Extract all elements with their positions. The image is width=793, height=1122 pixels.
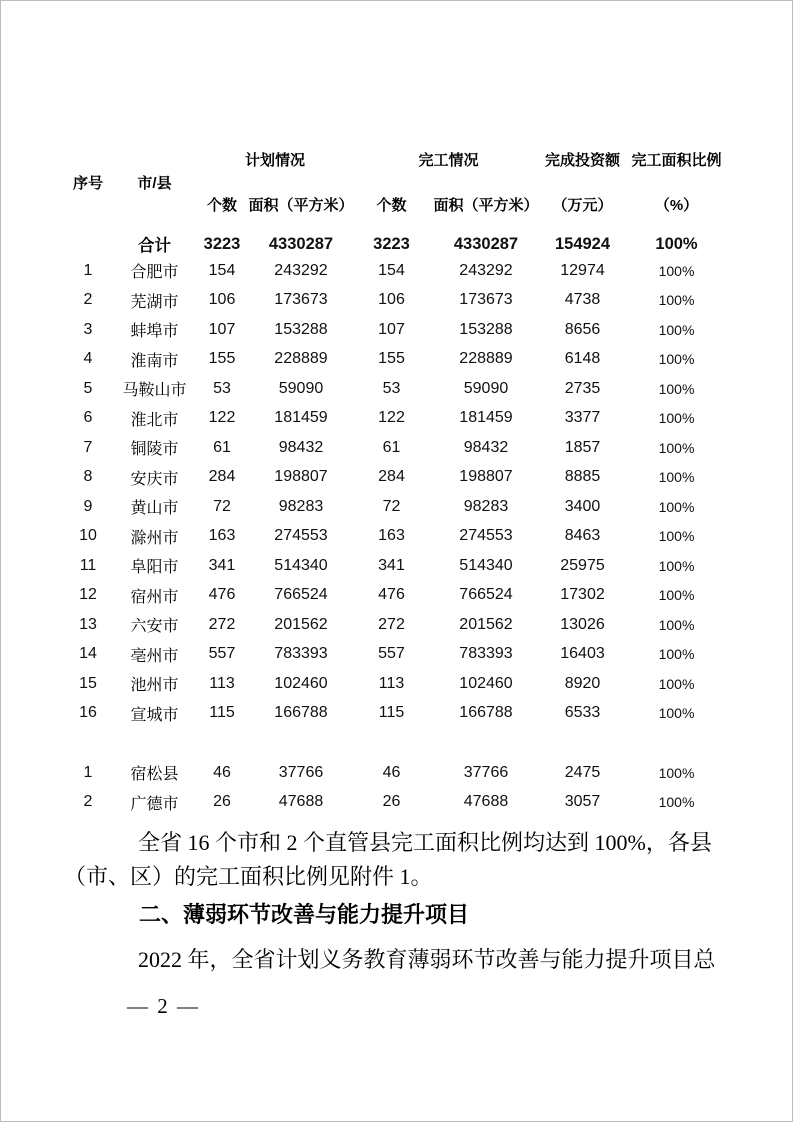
cell-done-count: 61 [382,438,401,456]
cell-plan-count: 113 [209,674,235,692]
cell-done-area: 153288 [459,320,513,338]
cell-done-count: 272 [378,615,405,633]
cell-plan-count: 284 [208,468,236,486]
cell-plan-count: 155 [208,350,236,368]
cell-ratio: 100% [658,469,695,486]
cell-investment: 3400 [564,497,601,515]
table-row [63,256,731,286]
cell-ratio: 100% [658,292,695,309]
header-seq: 序号 [72,175,103,192]
cell-done-count: 476 [378,586,405,604]
cell-plan-count: 557 [208,645,236,663]
cell-investment: 1857 [564,438,601,456]
cell-seq: 13 [79,615,97,633]
cell-done-count: 46 [382,763,401,781]
cell-city: 芜湖市 [130,293,179,311]
cell-investment: 6148 [564,350,601,368]
cell-ratio: 100% [658,262,695,279]
table-row [63,640,731,670]
cell-ratio: 100% [658,557,695,574]
cell-ratio: 100% [658,321,695,338]
cell-city: 滁州市 [130,529,179,547]
cell-plan-area: 228889 [274,350,328,368]
cell-plan-count: 53 [213,379,231,397]
cell-seq: 10 [79,527,97,545]
table-row [63,433,731,463]
header-investment-title: 完成投资额 [544,152,620,169]
table-row [63,463,731,493]
cell-done-area: 47688 [463,793,509,811]
table-row [63,492,731,522]
cell-seq: 16 [79,704,97,722]
cell-plan-count: 122 [208,409,236,427]
cell-ratio: 100% [658,616,695,633]
table-header-groups [63,149,731,170]
cell-city: 安庆市 [130,470,179,488]
cell-city: 宿州市 [130,588,179,606]
header-ratio-unit: （%） [654,197,699,214]
cell-investment: 8885 [564,468,601,486]
table-row [63,315,731,345]
cell-plan-area: 37766 [278,763,324,781]
header-done-count: 个数 [376,197,407,214]
cell-done-area: 201562 [459,615,513,633]
cell-investment: 2735 [564,379,601,397]
cell-ratio: 100% [655,234,698,253]
table-total-section [63,229,731,259]
cell-ratio: 100% [658,528,695,545]
cell-done-count: 3223 [373,234,410,253]
cell-investment: 13026 [560,615,605,633]
cell-done-count: 72 [382,497,401,515]
cell-done-count: 122 [378,409,405,427]
cell-investment: 154924 [554,234,611,253]
cell-done-area: 243292 [459,261,513,279]
cell-investment: 2475 [564,763,601,781]
cell-done-count: 26 [382,793,401,811]
paragraph-summary-line2: （市、区）的完工面积比例见附件 1。 [64,864,433,889]
table-row [63,581,731,611]
cell-plan-count: 106 [208,291,236,309]
cell-done-count: 557 [378,645,405,663]
cell-plan-area: 181459 [274,409,328,427]
table-row [63,404,731,434]
cell-plan-area: 514340 [274,556,328,574]
cell-city: 马鞍山市 [122,382,187,400]
table-header-rowspan [63,172,731,193]
cell-city: 宣城市 [130,706,179,724]
cell-plan-count: 3223 [203,234,241,253]
cell-ratio: 100% [658,675,695,692]
cell-plan-area: 59090 [278,379,324,397]
cell-ratio: 100% [658,439,695,456]
cell-done-area: 173673 [459,291,513,309]
cell-plan-count: 61 [213,438,231,456]
cell-plan-area: 153288 [274,320,328,338]
cell-done-area: 98283 [463,497,509,515]
cell-done-area: 228889 [459,350,513,368]
table-total-row [63,229,731,259]
cell-ratio: 100% [658,705,695,722]
cell-investment: 8463 [564,527,601,545]
cell-plan-count: 476 [208,586,236,604]
header-plan-area: 面积（平方米） [248,197,354,214]
cell-ratio: 100% [658,587,695,604]
paragraph-summary-line1: 全省 16 个市和 2 个直管县完工面积比例均达到 100%，各县 [138,830,712,855]
cell-done-count: 284 [378,468,405,486]
cell-seq: 14 [79,645,97,663]
cell-ratio: 100% [658,498,695,515]
cell-plan-area: 166788 [274,704,328,722]
table-row [63,788,731,818]
table-row [63,551,731,581]
cell-done-count: 106 [378,291,405,309]
cell-seq: 8 [83,468,93,486]
cell-done-count: 341 [378,556,405,574]
table-row [63,610,731,640]
cell-plan-area: 243292 [274,261,328,279]
cell-done-area: 514340 [459,556,513,574]
cell-plan-area: 102460 [274,674,328,692]
cell-seq: 7 [83,438,93,456]
cell-done-count: 113 [378,674,405,692]
cell-plan-area: 766524 [274,586,328,604]
cell-seq: 15 [79,674,97,692]
cell-city: 宿松县 [130,766,179,784]
page-number: — 2 — [127,994,200,1018]
cell-investment: 6533 [564,704,601,722]
cell-city: 广德市 [130,795,179,813]
cell-done-area: 166788 [459,704,513,722]
header-plan-group: 计划情况 [244,152,305,169]
section-heading: 二、薄弱环节改善与能力提升项目 [139,902,470,927]
cell-done-area: 783393 [459,645,513,663]
cell-plan-count: 154 [208,261,236,279]
table-county-rows [63,758,731,817]
table-row [63,699,731,729]
cell-plan-count: 115 [209,704,235,722]
cell-done-area: 766524 [459,586,513,604]
header-done-group: 完工情况 [418,152,479,169]
cell-plan-area: 4330287 [268,234,334,253]
table-row [63,758,731,788]
header-done-area: 面积（平方米） [433,197,539,214]
cell-plan-count: 272 [208,615,236,633]
cell-plan-area: 173673 [274,291,328,309]
cell-city: 淮南市 [130,352,179,370]
cell-investment: 3057 [564,793,601,811]
cell-plan-area: 198807 [274,468,328,486]
paragraph-section2-line1: 2022 年，全省计划义务教育薄弱环节改善与能力提升项目总 [138,947,716,972]
cell-done-area: 59090 [463,379,509,397]
cell-plan-area: 98283 [278,497,324,515]
cell-seq: 5 [83,379,93,397]
cell-plan-area: 98432 [278,438,324,456]
cell-plan-area: 47688 [278,793,324,811]
cell-seq: 9 [83,497,93,515]
cell-seq: 4 [83,350,93,368]
cell-city: 黄山市 [130,500,179,518]
cell-city: 池州市 [130,677,179,695]
table-city-rows [63,256,731,728]
cell-investment: 25975 [560,556,605,574]
cell-investment: 8920 [564,674,601,692]
cell-seq: 11 [79,556,97,574]
cell-investment: 4738 [564,291,601,309]
cell-seq: 2 [83,793,93,811]
cell-ratio: 100% [658,646,695,663]
cell-plan-area: 783393 [274,645,328,663]
header-ratio-title: 完工面积比例 [631,152,722,169]
table-row [63,345,731,375]
cell-city: 铜陵市 [130,441,179,459]
cell-seq: 12 [79,586,97,604]
cell-done-count: 53 [382,379,401,397]
header-city: 市/县 [137,175,172,192]
cell-done-area: 102460 [459,674,513,692]
table-row [63,522,731,552]
cell-plan-count: 163 [208,527,236,545]
cell-done-count: 154 [378,261,405,279]
cell-plan-count: 341 [208,556,236,574]
cell-investment: 3377 [564,409,601,427]
cell-done-area: 98432 [463,438,509,456]
cell-ratio: 100% [658,764,695,781]
cell-city: 亳州市 [130,647,179,665]
table-row [63,286,731,316]
cell-ratio: 100% [658,380,695,397]
cell-ratio: 100% [658,410,695,427]
cell-done-area: 198807 [459,468,513,486]
cell-done-area: 4330287 [453,234,519,253]
cell-plan-count: 72 [213,497,231,515]
cell-city: 蚌埠市 [130,323,179,341]
cell-plan-count: 46 [213,763,231,781]
cell-done-count: 163 [378,527,405,545]
cell-done-count: 155 [378,350,405,368]
header-investment-unit: （万元） [552,197,613,214]
cell-city: 合肥市 [130,264,179,282]
cell-plan-count: 107 [208,320,236,338]
cell-done-count: 115 [378,704,405,722]
cell-investment: 12974 [560,261,605,279]
cell-investment: 16403 [560,645,605,663]
cell-seq: 1 [83,763,93,781]
table-row [63,374,731,404]
cell-done-area: 181459 [459,409,513,427]
cell-seq: 2 [83,291,93,309]
cell-city: 六安市 [130,618,179,636]
cell-city: 淮北市 [130,411,179,429]
cell-seq: 3 [83,320,93,338]
cell-done-count: 107 [378,320,405,338]
cell-investment: 8656 [564,320,601,338]
cell-seq: 6 [83,409,93,427]
cell-city: 阜阳市 [130,559,179,577]
table-row [63,669,731,699]
cell-ratio: 100% [658,794,695,811]
table-header-subcolumns [63,194,731,215]
cell-done-area: 37766 [463,763,509,781]
cell-plan-count: 26 [213,793,231,811]
cell-city: 合计 [138,237,171,255]
header-plan-count: 个数 [206,197,237,214]
cell-done-area: 274553 [459,527,513,545]
cell-seq: 1 [83,261,93,279]
cell-investment: 17302 [560,586,605,604]
cell-plan-area: 201562 [274,615,328,633]
cell-plan-area: 274553 [274,527,328,545]
cell-ratio: 100% [658,351,695,368]
